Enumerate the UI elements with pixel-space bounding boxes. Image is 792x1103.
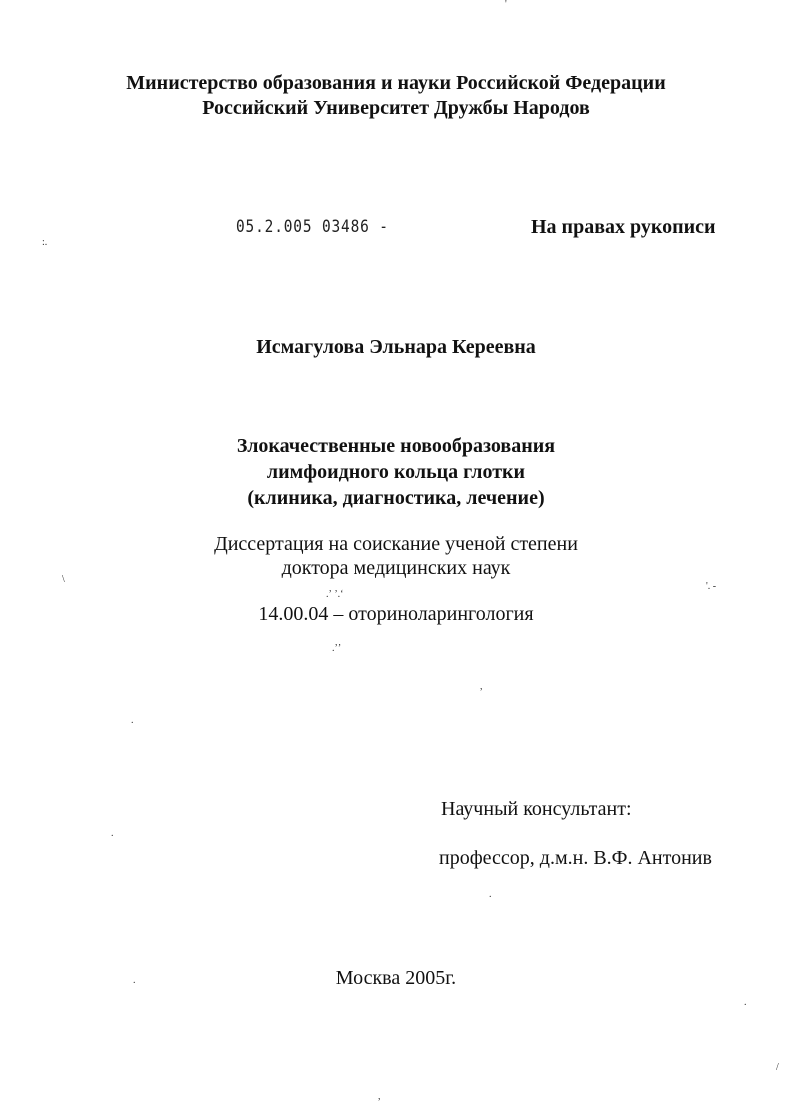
scan-speck: , <box>378 1091 381 1102</box>
consultant-name: профессор, д.м.н. В.Ф. Антонив <box>439 847 712 869</box>
title-line: (клиника, диагностика, лечение) <box>247 487 545 509</box>
scan-speck: \ <box>62 574 65 585</box>
scan-speck: / <box>776 1062 779 1073</box>
specialty-code: 14.00.04 – оториноларингология <box>258 603 534 625</box>
scan-speck: '. - <box>706 581 717 592</box>
degree-statement <box>0 532 792 580</box>
university-name: Российский Университет Дружбы Народов <box>202 97 590 119</box>
degree-line: Диссертация на соискание ученой степени <box>214 533 578 555</box>
registration-code: 05.2.005 03486 - <box>236 217 389 237</box>
manuscript-rights-label: На правах рукописи <box>531 216 716 238</box>
scan-speck: ' <box>505 0 507 10</box>
degree-line: доктора медицинских наук <box>281 557 511 579</box>
scan-speck: . <box>744 997 747 1008</box>
scan-speck: . <box>133 975 136 986</box>
scan-speck: . <box>131 715 134 726</box>
scan-speck: .ʼʼ <box>332 643 342 654</box>
title-line: лимфоидного кольца глотки <box>266 461 526 483</box>
scan-speck: :. <box>42 237 48 248</box>
header-block <box>0 71 792 121</box>
ministry-name: Министерство образования и науки Российской Федерации <box>126 72 666 94</box>
consultant-label: Научный консультант: <box>441 798 632 820</box>
thesis-title <box>0 433 792 511</box>
scan-speck: , <box>480 681 483 692</box>
scan-speck: . <box>111 828 114 839</box>
scan-speck: . <box>489 889 492 900</box>
city-year: Москва 2005г. <box>335 967 457 989</box>
author-name: Исмагулова Эльнара Кереевна <box>256 336 536 358</box>
title-line: Злокачественные новообразования <box>236 435 556 457</box>
scan-speck: .ʼ ʼ.ʻ <box>326 589 344 600</box>
